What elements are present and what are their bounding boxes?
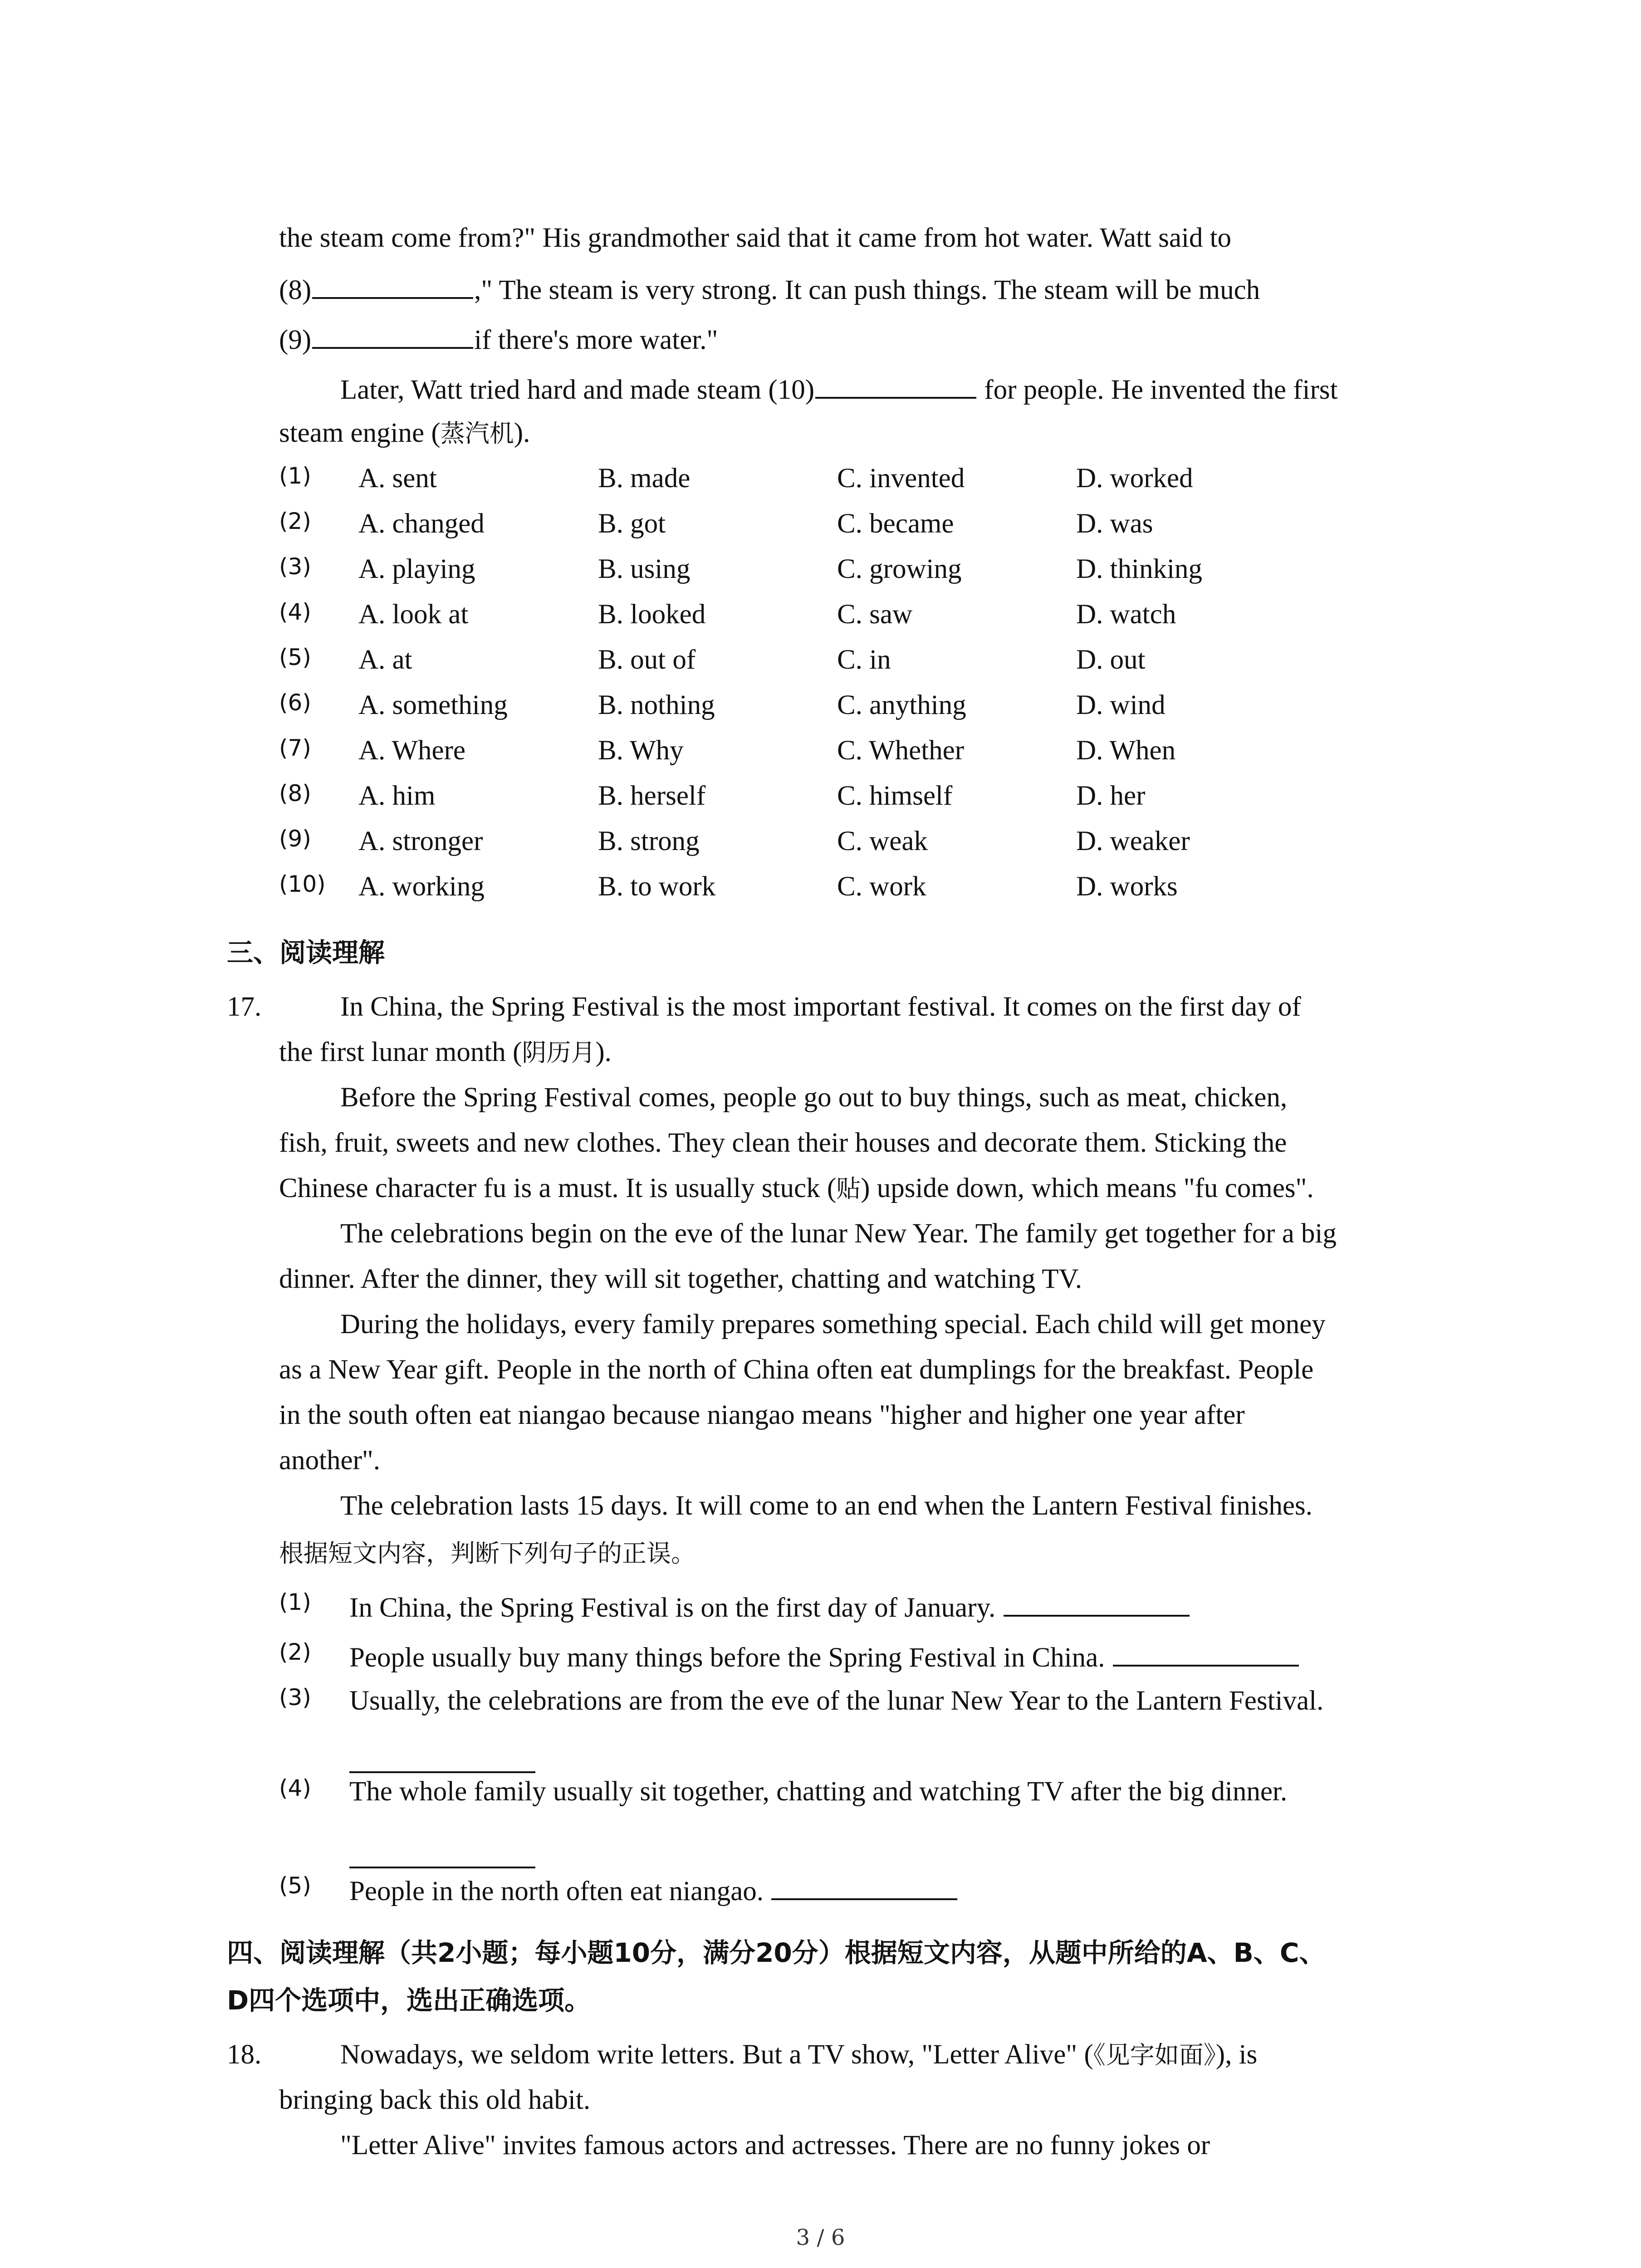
question-number: 18. — [227, 2039, 262, 2070]
answer-blank[interactable] — [349, 1839, 535, 1868]
option-b[interactable]: B. strong — [598, 826, 700, 856]
passage-line: In China, the Spring Festival is the most important festival. It comes on the first day of — [340, 992, 1301, 1022]
passage-line: as a New Year gift. People in the north of China often eat dumplings for the breakfast. People — [279, 1354, 1314, 1385]
section-heading: 四、阅读理解（共2小题；每小题10分，满分20分）根据短文内容，从题中所给的A、B、C、 — [227, 1937, 1326, 1968]
passage-line: During the holidays, every family prepares something special. Each child will get money — [340, 1309, 1326, 1339]
answer-blank[interactable] — [1004, 1588, 1190, 1617]
option-a[interactable]: A. changed — [358, 508, 485, 539]
option-row: (6) A. something B. nothing C. anything D. wind — [279, 687, 1504, 723]
passage-line: steam engine (蒸汽机). — [279, 418, 530, 448]
option-c[interactable]: C. anything — [837, 690, 966, 720]
option-row: (10) A. working B. to work C. work D. works — [279, 869, 1504, 905]
option-row: (8) A. him B. herself C. himself D. her — [279, 778, 1504, 814]
option-c[interactable]: C. growing — [837, 554, 962, 584]
passage-line: Nowadays, we seldom write letters. But a TV show, "Letter Alive" (《见字如面》), is — [340, 2039, 1258, 2070]
passage-line: the steam come from?" His grandmother said that it came from hot water. Watt said to — [279, 223, 1232, 253]
option-c[interactable]: C. weak — [837, 826, 928, 856]
document-page: the steam come from?" His grandmother said that it came from hot water. Watt said to (8) ," The steam is very strong. It can push things. The steam will be much (9) if there's more water." Later, Watt tried hard and made steam (10) for people. He invented the first steam engine (蒸汽机). (1) A. sent B. made C. invented D. worked (2) A. changed B. got C. became D. was (3) A. playing B. using C. growing D. thinking (4) A. look at B. looked C. saw D. watch (5) A. at B. out of C. in D. out (6) A. something B. nothing C. anything D. wind (7) A. Where B. Why C. Whether D. When (8) A. him B. herself C. himself D. her (9) A. stronger B. strong C. weak D. weaker (10) A. working B. to work C. work D. works 三、阅读理解 17. In China, the Spring Festival is the most important festival. It comes on the first day of the first lunar month (阴历月). Before the Spring Festival comes, people go out to buy things, such as meat, chicken, fish, fruit, sweets and new clothes. They clean their houses and decorate them. Sticking the Chinese character fu is a must. It is usually stuck (贴) upside down, which means "fu comes". The celebrations begin on the eve of the lunar New Year. The family get together for a big dinner. After the dinner, they will sit together, chatting and watching TV. During the holidays, every family prepares something special. Each child will get money as a New Year gift. People in the north of China often eat dumplings for the breakfast. People in the south often eat niangao because niangao means "higher and higher one year after another". The celebration lasts 15 days. It will come to an end when the Lantern Festival finishes. 根据短文内容，判断下列句子的正误。 (1) In China, the Spring Festival is on the first day of January. (2) People usually buy many things before the Spring Festival in China. (3) Usually, the celebrations are from the eve of the lunar New Year to the Lantern Festival. (4) The whole family usually sit together, chatting and watching TV after the big dinner. (5) People in the north often eat niangao. 四、阅读理解（共2小题；每小题10分，满分20分）根据短文内容，从题中所给的A、B、C、 D四个选项中，选出正确选项。 18. Nowadays, we seldom write letters. But a TV show, "Letter Alive" (《见字如面》), is bringing back this old habit. "Letter Alive" invites famous actors and actresses. There are no funny jokes or 3 / 6 — [0, 0, 1641, 2268]
option-row: (5) A. at B. out of C. in D. out — [279, 642, 1504, 678]
section-heading: D四个选项中，选出正确选项。 — [227, 1985, 591, 2016]
option-row: (9) A. stronger B. strong C. weak D. weaker — [279, 823, 1504, 860]
option-d[interactable]: D. thinking — [1076, 554, 1202, 584]
option-d[interactable]: D. her — [1076, 781, 1146, 811]
answer-blank[interactable] — [349, 1744, 535, 1773]
passage-line: (8) ," The steam is very strong. It can push things. The steam will be much — [279, 270, 1260, 308]
option-c[interactable]: C. in — [837, 645, 891, 675]
option-a[interactable]: A. something — [358, 690, 508, 720]
option-d[interactable]: D. works — [1076, 871, 1178, 902]
option-b[interactable]: B. using — [598, 554, 691, 584]
option-d[interactable]: D. was — [1076, 508, 1153, 539]
option-d[interactable]: D. When — [1076, 735, 1176, 766]
option-d[interactable]: D. worked — [1076, 463, 1193, 494]
option-row: (4) A. look at B. looked C. saw D. watch — [279, 596, 1504, 633]
answer-blank[interactable] — [312, 270, 473, 299]
passage-line: Before the Spring Festival comes, people go out to buy things, such as meat, chicken, — [340, 1082, 1288, 1113]
answer-blank[interactable] — [1113, 1637, 1299, 1667]
option-a[interactable]: A. stronger — [358, 826, 483, 856]
section-heading: 三、阅读理解 — [227, 937, 385, 968]
option-c[interactable]: C. Whether — [837, 735, 965, 766]
passage-line: fish, fruit, sweets and new clothes. They clean their houses and decorate them. Sticking the — [279, 1128, 1287, 1158]
answer-blank[interactable] — [771, 1871, 957, 1900]
option-b[interactable]: B. looked — [598, 599, 706, 630]
option-row: (2) A. changed B. got C. became D. was — [279, 506, 1504, 542]
question-number: 17. — [227, 992, 262, 1022]
option-c[interactable]: C. became — [837, 508, 954, 539]
option-c[interactable]: C. work — [837, 871, 926, 902]
option-b[interactable]: B. nothing — [598, 690, 715, 720]
option-row: (3) A. playing B. using C. growing D. thinking — [279, 551, 1504, 587]
passage-line: The celebration lasts 15 days. It will come to an end when the Lantern Festival finishes. — [340, 1491, 1313, 1521]
passage-line: Later, Watt tried hard and made steam (10) for people. He invented the first — [340, 370, 1337, 408]
option-c[interactable]: C. saw — [837, 599, 913, 630]
passage-line: The celebrations begin on the eve of the lunar New Year. The family get together for a big — [340, 1218, 1337, 1249]
option-d[interactable]: D. wind — [1076, 690, 1166, 720]
answer-blank[interactable] — [312, 320, 473, 349]
option-b[interactable]: B. made — [598, 463, 691, 494]
option-d[interactable]: D. watch — [1076, 599, 1176, 630]
passage-line: in the south often eat niangao because niangao means "higher and higher one year after — [279, 1400, 1245, 1430]
option-c[interactable]: C. himself — [837, 781, 953, 811]
passage-line: the first lunar month (阴历月). — [279, 1037, 612, 1067]
option-b[interactable]: B. got — [598, 508, 666, 539]
option-d[interactable]: D. weaker — [1076, 826, 1190, 856]
option-a[interactable]: A. Where — [358, 735, 465, 766]
option-b[interactable]: B. herself — [598, 781, 706, 811]
option-c[interactable]: C. invented — [837, 463, 965, 494]
answer-blank[interactable] — [815, 370, 976, 399]
passage-line: another". — [279, 1445, 381, 1476]
passage-line: "Letter Alive" invites famous actors and actresses. There are no funny jokes or — [340, 2130, 1210, 2160]
option-row: (1) A. sent B. made C. invented D. worked — [279, 460, 1504, 497]
option-a[interactable]: A. him — [358, 781, 436, 811]
passage-line: (9) if there's more water." — [279, 320, 718, 358]
passage-line: dinner. After the dinner, they will sit together, chatting and watching TV. — [279, 1264, 1082, 1294]
passage-line: bringing back this old habit. — [279, 2085, 591, 2115]
option-a[interactable]: A. playing — [358, 554, 475, 584]
option-row: (7) A. Where B. Why C. Whether D. When — [279, 733, 1504, 769]
option-b[interactable]: B. to work — [598, 871, 716, 902]
option-b[interactable]: B. out of — [598, 645, 696, 675]
page-number: 3 / 6 — [796, 2225, 845, 2250]
option-a[interactable]: A. look at — [358, 599, 469, 630]
option-b[interactable]: B. Why — [598, 735, 684, 766]
option-a[interactable]: A. sent — [358, 463, 437, 494]
option-d[interactable]: D. out — [1076, 645, 1146, 675]
option-a[interactable]: A. working — [358, 871, 485, 902]
option-a[interactable]: A. at — [358, 645, 412, 675]
instruction: 根据短文内容，判断下列句子的正误。 — [279, 1539, 696, 1568]
passage-line: Chinese character fu is a must. It is usually stuck (贴) upside down, which means "fu comes". — [279, 1173, 1314, 1203]
